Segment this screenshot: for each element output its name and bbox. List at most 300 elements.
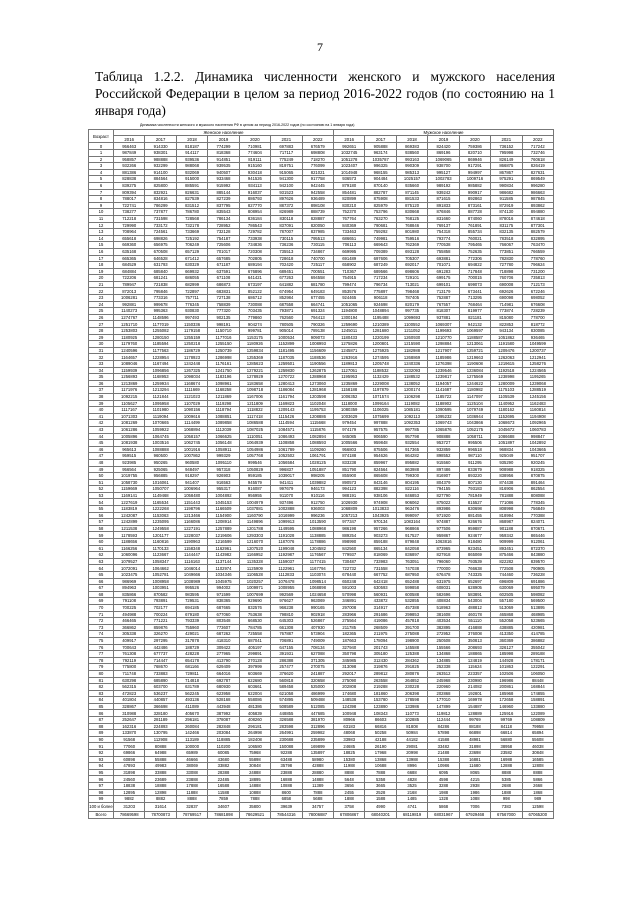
value-cell: 983595	[176, 591, 207, 598]
value-cell: 824420	[428, 143, 459, 150]
value-cell: 646528	[145, 255, 176, 262]
value-cell: 252647	[114, 717, 145, 724]
value-cell: 328180	[145, 710, 176, 717]
value-cell: 31203	[114, 802, 145, 811]
age-cell: 4	[89, 169, 114, 176]
value-cell: 775897	[365, 288, 396, 295]
value-cell: 1258276	[522, 361, 553, 368]
value-cell: 1046014	[176, 565, 207, 572]
value-cell: 8065	[459, 769, 490, 776]
year-header: 2022	[522, 136, 553, 143]
value-cell: 1149896	[239, 519, 270, 526]
value-cell: 909999	[491, 539, 522, 546]
value-cell: 24888	[239, 769, 270, 776]
value-cell: 694822	[459, 262, 490, 269]
value-cell: 628905	[459, 585, 490, 592]
value-cell: 897626	[271, 196, 302, 203]
value-cell: 875466	[491, 552, 522, 559]
value-cell: 305180	[365, 651, 396, 658]
female-group-header: Женское население	[114, 130, 334, 136]
age-cell: 32	[89, 354, 114, 361]
value-cell: 687041	[239, 637, 270, 644]
value-cell: 1089046	[114, 361, 145, 368]
value-cell: 839570	[522, 558, 553, 565]
value-cell: 513069	[491, 604, 522, 611]
value-cell: 1190556	[302, 361, 333, 368]
value-cell: 1259690	[334, 321, 365, 328]
value-cell: 1008993	[302, 341, 333, 348]
value-cell: 8882	[145, 796, 176, 803]
value-cell: 125388	[396, 651, 427, 658]
value-cell: 879180	[334, 182, 365, 189]
value-cell: 1108858	[271, 440, 302, 447]
value-cell: 936573	[334, 176, 365, 183]
value-cell: 771086	[491, 499, 522, 506]
value-cell: 1086493	[271, 433, 302, 440]
value-cell: 779937	[334, 552, 365, 559]
value-cell: 102885	[396, 717, 427, 724]
value-cell: 1229008	[365, 380, 396, 387]
age-cell: 83	[89, 690, 114, 697]
value-cell: 81808	[396, 723, 427, 730]
value-cell: 1288519	[522, 387, 553, 394]
value-cell: 915560	[428, 459, 459, 466]
value-cell: 1166086	[176, 519, 207, 526]
value-cell: 1153063	[145, 512, 176, 519]
value-cell: 702177	[145, 604, 176, 611]
value-cell: 185998	[491, 651, 522, 658]
value-cell: 894963	[114, 585, 145, 592]
value-cell: 821181	[459, 314, 490, 321]
value-cell: 92288	[271, 750, 302, 757]
value-cell: 674954	[271, 288, 302, 295]
value-cell: 465868	[491, 611, 522, 618]
value-cell: 714981	[491, 301, 522, 308]
value-cell: 1057768	[239, 453, 270, 460]
value-cell: 457818	[396, 618, 427, 625]
value-cell: 15388	[428, 756, 459, 763]
value-cell: 1888	[334, 796, 365, 803]
value-cell: 951707	[522, 453, 553, 460]
value-cell: 1162483	[522, 400, 553, 407]
value-cell: 974887	[428, 519, 459, 526]
value-cell: 1177019	[145, 321, 176, 328]
value-cell: 1185986	[428, 354, 459, 361]
value-cell: 1191028	[271, 532, 302, 539]
value-cell: 280876	[396, 670, 427, 677]
value-cell: 381970	[302, 717, 333, 724]
value-cell: 782830	[491, 255, 522, 262]
value-cell: 16888	[271, 776, 302, 783]
value-cell: 885144	[208, 189, 239, 196]
value-cell: 865446	[522, 532, 553, 539]
value-cell: 1076478	[271, 578, 302, 585]
value-cell: 855734	[459, 229, 490, 236]
value-cell: 192801	[459, 690, 490, 697]
value-cell: 24685	[334, 743, 365, 750]
value-cell: 1250218	[176, 341, 207, 348]
table-row	[89, 229, 554, 236]
value-cell: 827770	[239, 202, 270, 209]
value-cell: 1185722	[428, 393, 459, 400]
value-cell: 703435	[239, 308, 270, 315]
value-cell: 794413	[302, 314, 333, 321]
value-cell: 2688	[491, 783, 522, 790]
table-row	[89, 769, 554, 776]
value-cell: 1092965	[522, 420, 553, 427]
value-cell: 1190608	[459, 361, 490, 368]
value-cell: 1262875	[302, 367, 333, 374]
table-row	[89, 651, 554, 658]
age-cell: 50	[89, 473, 114, 480]
value-cell: 757711	[176, 295, 207, 302]
table-row	[89, 209, 554, 216]
value-cell: 4828	[396, 776, 427, 783]
age-cell: 63	[89, 558, 114, 565]
value-cell: 862554	[522, 486, 553, 493]
age-cell: 3	[89, 163, 114, 170]
value-cell: 14888	[239, 783, 270, 790]
value-cell: 929690	[239, 598, 270, 605]
value-cell: 1242087	[114, 512, 145, 519]
value-cell: 1270722	[271, 374, 302, 381]
value-cell: 133870	[114, 730, 145, 737]
value-cell: 1259934	[145, 380, 176, 387]
value-cell: 1280150	[145, 334, 176, 341]
value-cell: 1154900	[208, 512, 239, 519]
value-cell: 887372	[271, 202, 302, 209]
value-cell: 970134	[365, 519, 396, 526]
age-cell: 14	[89, 235, 114, 242]
value-cell: 574895	[271, 697, 302, 704]
value-cell: 933468	[208, 176, 239, 183]
value-cell: 893451	[491, 545, 522, 552]
table-row	[89, 802, 554, 811]
value-cell: 914117	[176, 150, 207, 157]
value-cell: 1149595	[271, 525, 302, 532]
value-cell: 230688	[271, 736, 302, 743]
value-cell: 818069	[365, 552, 396, 559]
value-cell: 1273060	[302, 380, 333, 387]
value-cell: 1069597	[459, 328, 490, 335]
value-cell: 16588	[208, 783, 239, 790]
value-cell: 39639	[271, 802, 302, 811]
value-cell: 320658	[302, 677, 333, 684]
value-cell: 733983	[365, 558, 396, 565]
year-header: 2017	[145, 136, 176, 143]
value-cell: 744460	[491, 572, 522, 579]
value-cell: 57898	[428, 730, 459, 737]
value-cell: 1050707	[145, 486, 176, 493]
value-cell: 995363	[145, 308, 176, 315]
value-cell: 1061791	[302, 453, 333, 460]
table-row	[89, 492, 554, 499]
value-cell: 250508	[428, 637, 459, 644]
value-cell: 145588	[396, 644, 427, 651]
value-cell: 268509	[365, 624, 396, 631]
value-cell: 122089	[522, 710, 553, 717]
value-cell: 1257889	[208, 525, 239, 532]
value-cell: 917527	[396, 532, 427, 539]
value-cell: 198900	[396, 637, 427, 644]
value-cell: 669643	[365, 242, 396, 249]
value-cell: 700015	[459, 275, 490, 282]
value-cell: 687262	[208, 631, 239, 638]
table-row	[89, 334, 554, 341]
value-cell: 846853	[396, 492, 427, 499]
value-cell: 296181	[239, 723, 270, 730]
value-cell: 932266	[114, 163, 145, 170]
value-cell: 178598	[396, 697, 427, 704]
value-cell: 1147097	[459, 393, 490, 400]
age-cell: 70	[89, 604, 114, 611]
value-cell: 23888	[271, 769, 302, 776]
value-cell: 1161794	[271, 393, 302, 400]
value-cell: 699175	[428, 275, 459, 282]
year-header: 2021	[491, 136, 522, 143]
value-cell: 760021	[459, 235, 490, 242]
value-cell: 411089	[176, 703, 207, 710]
value-cell: 749009	[302, 637, 333, 644]
value-cell: 4741	[396, 802, 427, 811]
value-cell: 110200	[208, 743, 239, 750]
value-cell: 677737	[145, 651, 176, 658]
value-cell: 877301	[522, 222, 553, 229]
value-cell: 178094	[365, 637, 396, 644]
value-cell: 752887	[428, 295, 459, 302]
value-cell: 730115	[271, 235, 302, 242]
value-cell: 832576	[239, 604, 270, 611]
age-cell: 88	[89, 723, 114, 730]
table-row	[89, 189, 554, 196]
value-cell: 264998	[239, 730, 270, 737]
value-cell: 818307	[428, 308, 459, 315]
value-cell: 770388	[522, 512, 553, 519]
age-cell: 61	[89, 545, 114, 552]
value-cell: 630593	[365, 585, 396, 592]
value-cell: 790905	[522, 565, 553, 572]
value-cell: 770000	[428, 565, 459, 572]
value-cell: 1986	[459, 789, 490, 796]
value-cell: 270128	[239, 657, 270, 664]
value-cell: 1082894	[302, 433, 333, 440]
value-cell: 749981	[365, 235, 396, 242]
age-cell: 2	[89, 156, 114, 163]
value-cell: 1167006	[239, 393, 270, 400]
age-cell: 29	[89, 334, 114, 341]
value-cell: 562315	[114, 684, 145, 691]
value-cell: 1009716	[459, 176, 490, 183]
value-cell: 691489	[334, 255, 365, 262]
value-cell: 1056584	[271, 459, 302, 466]
value-cell: 733883	[145, 670, 176, 677]
value-cell: 822853	[491, 321, 522, 328]
value-cell: 787007	[271, 229, 302, 236]
value-cell: 286388	[271, 657, 302, 664]
value-cell: 853576	[334, 288, 365, 295]
value-cell: 312430	[365, 657, 396, 664]
value-cell: 570998	[334, 591, 365, 598]
value-cell: 10888	[239, 789, 270, 796]
value-cell: 902135	[208, 314, 239, 321]
value-cell: 941411	[271, 479, 302, 486]
table-row	[89, 684, 554, 691]
value-cell: 760706	[491, 275, 522, 282]
value-cell: 990165	[302, 604, 333, 611]
value-cell: 409917	[114, 637, 145, 644]
value-cell: 1187076	[271, 539, 302, 546]
value-cell: 66814	[491, 730, 522, 737]
value-cell: 832895	[522, 235, 553, 242]
value-cell: 1140952	[491, 400, 522, 407]
value-cell: 733463	[334, 229, 365, 236]
value-cell: 448855	[271, 710, 302, 717]
value-cell: 1092353	[396, 420, 427, 427]
value-cell: 1024658	[302, 591, 333, 598]
value-cell: 869383	[396, 143, 427, 150]
value-cell: 863988	[396, 466, 427, 473]
value-cell: 682999	[176, 281, 207, 288]
value-cell: 824564	[365, 466, 396, 473]
value-cell: 386882	[522, 637, 553, 644]
value-cell: 930418	[239, 169, 270, 176]
value-cell: 1058911	[208, 446, 239, 453]
value-cell: 1107029	[176, 400, 207, 407]
value-cell: 686651	[334, 235, 365, 242]
age-cell: 44	[89, 433, 114, 440]
value-cell: 1028125	[302, 459, 333, 466]
table-row	[89, 202, 554, 209]
value-cell: 1068898	[302, 585, 333, 592]
value-cell: 827631	[522, 169, 553, 176]
value-cell: 88448	[522, 677, 553, 684]
value-cell: 798468	[396, 288, 427, 295]
value-cell: 14888	[302, 776, 333, 783]
value-cell: 1026930	[334, 499, 365, 506]
value-cell: 661308	[271, 624, 302, 631]
value-cell: 866875	[491, 163, 522, 170]
value-cell: 718898	[491, 268, 522, 275]
value-cell: 694558	[302, 275, 333, 282]
value-cell: 80888	[145, 743, 176, 750]
value-cell: 630069	[491, 585, 522, 592]
value-cell: 1171976	[114, 387, 145, 394]
value-cell: 1086688	[491, 433, 522, 440]
value-cell: 591003	[334, 585, 365, 592]
value-cell: 1048894	[365, 308, 396, 315]
age-cell: 92	[89, 750, 114, 757]
value-cell: 1259721	[459, 347, 490, 354]
age-cell: 48	[89, 459, 114, 466]
value-cell: 630329	[176, 262, 207, 269]
value-cell: 1088851	[208, 413, 239, 420]
value-cell: 796734	[365, 281, 396, 288]
value-cell: 1213294	[145, 387, 176, 394]
value-cell: 46038	[522, 743, 553, 750]
value-cell: 956564	[114, 466, 145, 473]
value-cell: 1158188	[334, 387, 365, 394]
value-cell: 1200737	[522, 347, 553, 354]
value-cell: 999781	[239, 328, 270, 335]
value-cell: 906062	[396, 499, 427, 506]
value-cell: 1190963	[176, 539, 207, 546]
value-cell: 774299	[208, 143, 239, 150]
value-cell: 837985	[302, 229, 333, 236]
value-cell: 630298	[114, 677, 145, 684]
value-cell: 1020257	[239, 578, 270, 585]
value-cell: 906118	[365, 295, 396, 302]
value-cell: 830085	[522, 328, 553, 335]
table-row	[89, 756, 554, 763]
value-cell: 897486	[428, 466, 459, 473]
value-cell: 18888	[145, 783, 176, 790]
value-cell: 551110	[459, 618, 490, 625]
value-cell: 172658	[491, 697, 522, 704]
value-cell: 38069	[176, 763, 207, 770]
value-cell: 804379	[428, 479, 459, 486]
value-cell: 885591	[176, 182, 207, 189]
value-cell: 683831	[208, 288, 239, 295]
value-cell: 855900	[334, 473, 365, 480]
value-cell: 881455	[459, 512, 490, 519]
value-cell: 416888	[459, 624, 490, 631]
value-cell: 699101	[428, 281, 459, 288]
value-cell: 998205	[302, 473, 333, 480]
value-cell: 115624	[459, 664, 490, 671]
value-cell: 816907	[428, 473, 459, 480]
table-row	[89, 169, 554, 176]
value-cell: 684529	[114, 262, 145, 269]
value-cell: 1263916	[334, 354, 365, 361]
value-cell: 706249	[176, 242, 207, 249]
age-cell: 27	[89, 321, 114, 328]
value-cell: 472823	[114, 690, 145, 697]
value-cell: 1069307	[428, 321, 459, 328]
value-cell: 717848	[459, 268, 490, 275]
value-cell: 963069	[302, 598, 333, 605]
value-cell: 1099164	[365, 400, 396, 407]
table-row	[89, 328, 554, 335]
value-cell: 9882	[114, 796, 145, 803]
value-cell: 1039882	[302, 479, 333, 486]
value-cell: 995127	[428, 169, 459, 176]
value-cell: 125916	[491, 710, 522, 717]
value-cell: 1288968	[302, 374, 333, 381]
value-cell: 837091	[271, 222, 302, 229]
value-cell: 1118794	[208, 407, 239, 414]
value-cell: 169978	[459, 697, 490, 704]
value-cell: 466465	[114, 618, 145, 625]
value-cell: 676579	[302, 143, 333, 150]
value-cell: 1235095	[145, 519, 176, 526]
value-cell: 1084571	[271, 426, 302, 433]
value-cell: 667752	[365, 572, 396, 579]
value-cell: 915000	[176, 176, 207, 183]
age-cell: 60	[89, 539, 114, 546]
value-cell: 1000534	[271, 334, 302, 341]
value-cell: 8888	[176, 796, 207, 803]
value-cell: 979454	[334, 420, 365, 427]
value-cell: 1179760	[114, 341, 145, 348]
value-cell: 924698	[365, 301, 396, 308]
value-cell: 999097	[396, 512, 427, 519]
value-cell: 154887	[459, 703, 490, 710]
value-cell: 893986	[428, 506, 459, 513]
value-cell: 1058480	[176, 492, 207, 499]
value-cell: 1239068	[522, 380, 553, 387]
value-cell: 12598	[522, 802, 553, 811]
value-cell: 730487	[334, 558, 365, 565]
